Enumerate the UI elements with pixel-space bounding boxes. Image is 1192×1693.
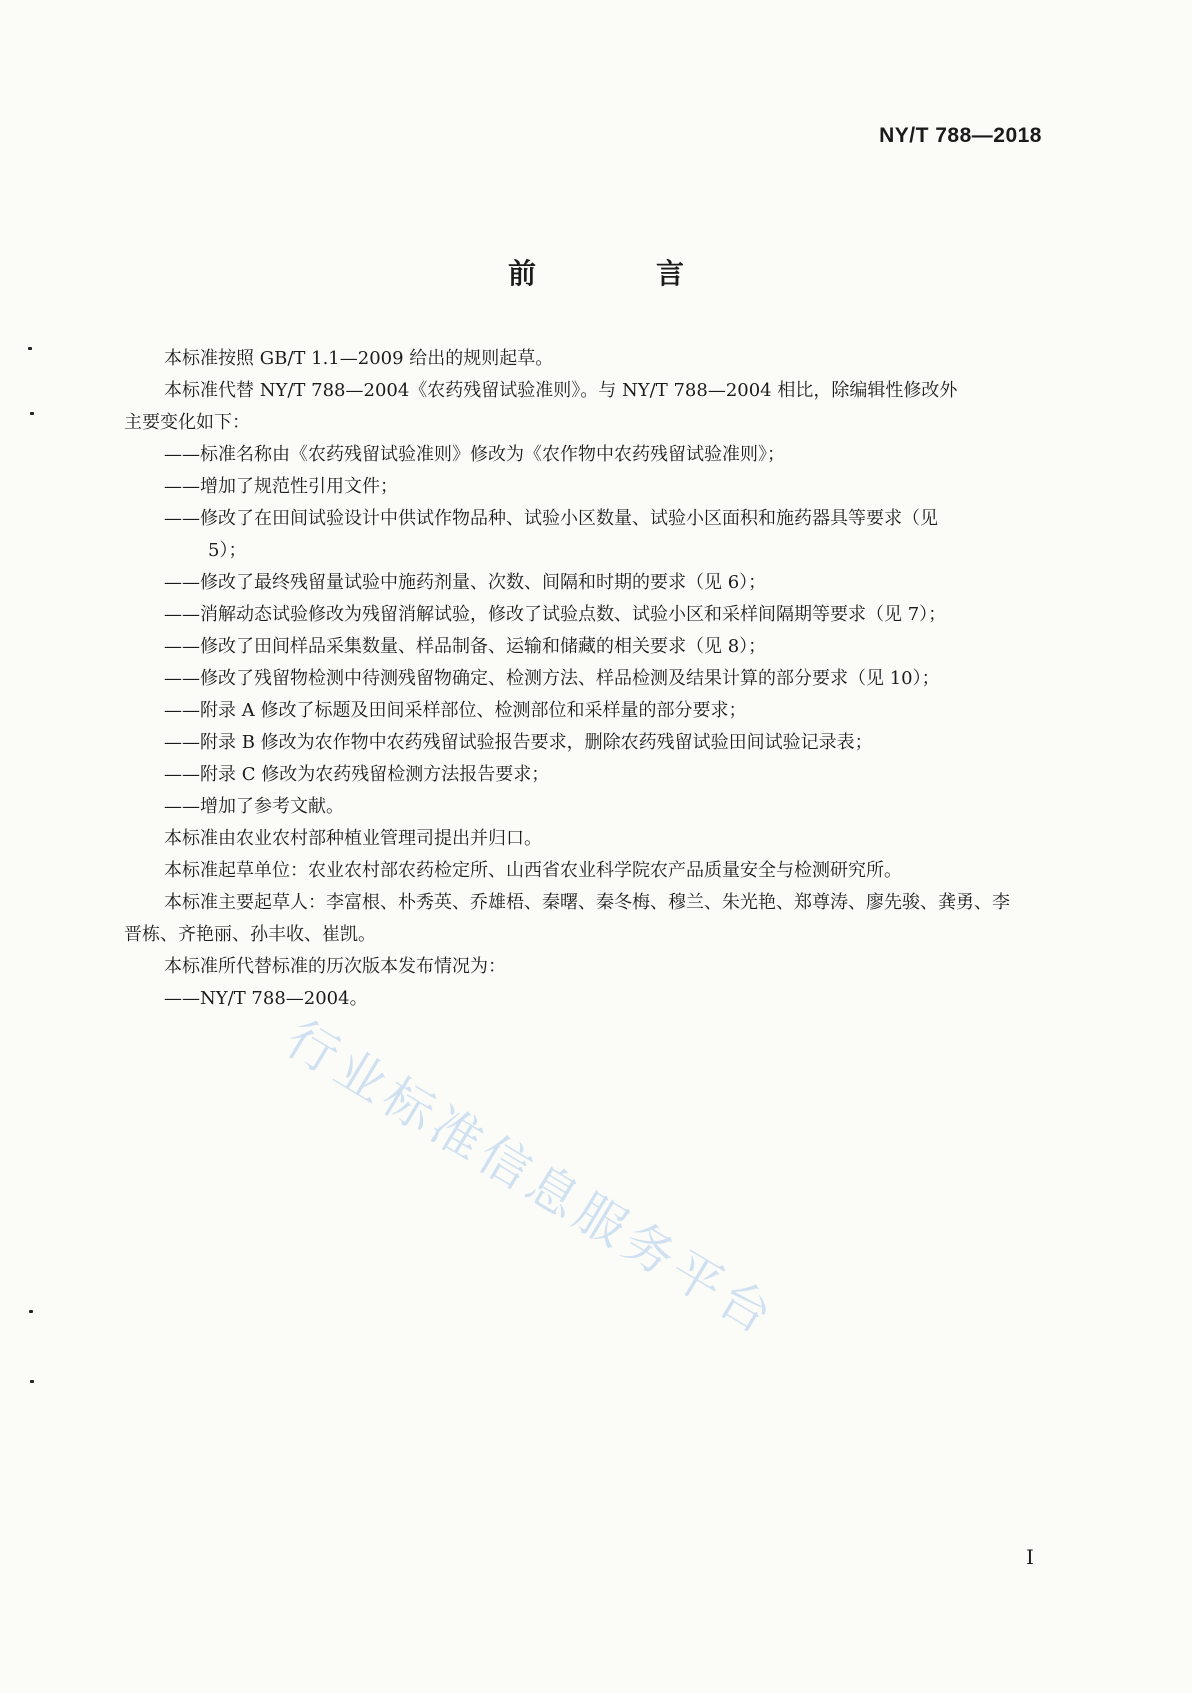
paragraph-line: 本标准主要起草人：李富根、朴秀英、乔雄梧、秦曙、秦冬梅、穆兰、朱光艳、郑尊涛、廖先骏、龚勇、李 <box>164 892 1010 913</box>
list-item: ——增加了参考文献。 <box>164 796 344 817</box>
list-item: ——修改了残留物检测中待测残留物确定、检测方法、样品检测及结果计算的部分要求（见 10）； <box>164 668 940 689</box>
paragraph-line: 本标准按照 GB/T 1.1—2009 给出的规则起草。 <box>164 348 554 369</box>
page-number: I <box>1026 1545 1034 1569</box>
page-title: 前 言 <box>507 257 730 290</box>
scan-speck <box>30 1380 34 1383</box>
preface-body <box>124 343 1044 1015</box>
standard-code: NY/T 788—2018 <box>879 124 1042 147</box>
paragraph-line: 本标准所代替标准的历次版本发布情况为： <box>164 956 506 977</box>
list-item: ——标准名称由《农药残留试验准则》修改为《农作物中农药残留试验准则》； <box>164 444 785 465</box>
paragraph-line: 本标准由农业农村部种植业管理司提出并归口。 <box>164 828 542 849</box>
scan-speck <box>30 412 34 415</box>
list-item: ——增加了规范性引用文件； <box>164 476 398 497</box>
list-item: ——修改了田间样品采集数量、样品制备、运输和储藏的相关要求（见 8）； <box>164 636 767 657</box>
list-item: ——附录 C 修改为农药残留检测方法报告要求； <box>164 764 550 785</box>
scan-speck <box>29 1310 33 1313</box>
paragraph-line: 本标准代替 NY/T 788—2004《农药残留试验准则》。与 NY/T 788—2004 相比，除编辑性修改外 <box>164 380 958 401</box>
paragraph-line: 晋栋、齐艳丽、孙丰收、崔凯。 <box>124 924 376 945</box>
list-item: ——附录 A 修改了标题及田间采样部位、检测部位和采样量的部分要求； <box>164 700 747 721</box>
list-item: ——修改了最终残留量试验中施药剂量、次数、间隔和时期的要求（见 6）； <box>164 572 767 593</box>
scan-speck <box>28 347 32 350</box>
list-item: ——修改了在田间试验设计中供试作物品种、试验小区数量、试验小区面积和施药器具等要求（见 <box>164 508 938 529</box>
list-item-continuation: 5）； <box>208 540 247 561</box>
paragraph-line: 本标准起草单位：农业农村部农药检定所、山西省农业科学院农产品质量安全与检测研究所。 <box>164 860 902 881</box>
paragraph-line: 主要变化如下： <box>124 412 250 433</box>
list-item: ——NY/T 788—2004。 <box>164 988 368 1009</box>
watermark: 行业标准信息服务平台 <box>276 1009 787 1348</box>
list-item: ——附录 B 修改为农作物中农药残留试验报告要求，删除农药残留试验田间试验记录表； <box>164 732 873 753</box>
list-item: ——消解动态试验修改为残留消解试验，修改了试验点数、试验小区和采样间隔期等要求（见 7）； <box>164 604 947 625</box>
